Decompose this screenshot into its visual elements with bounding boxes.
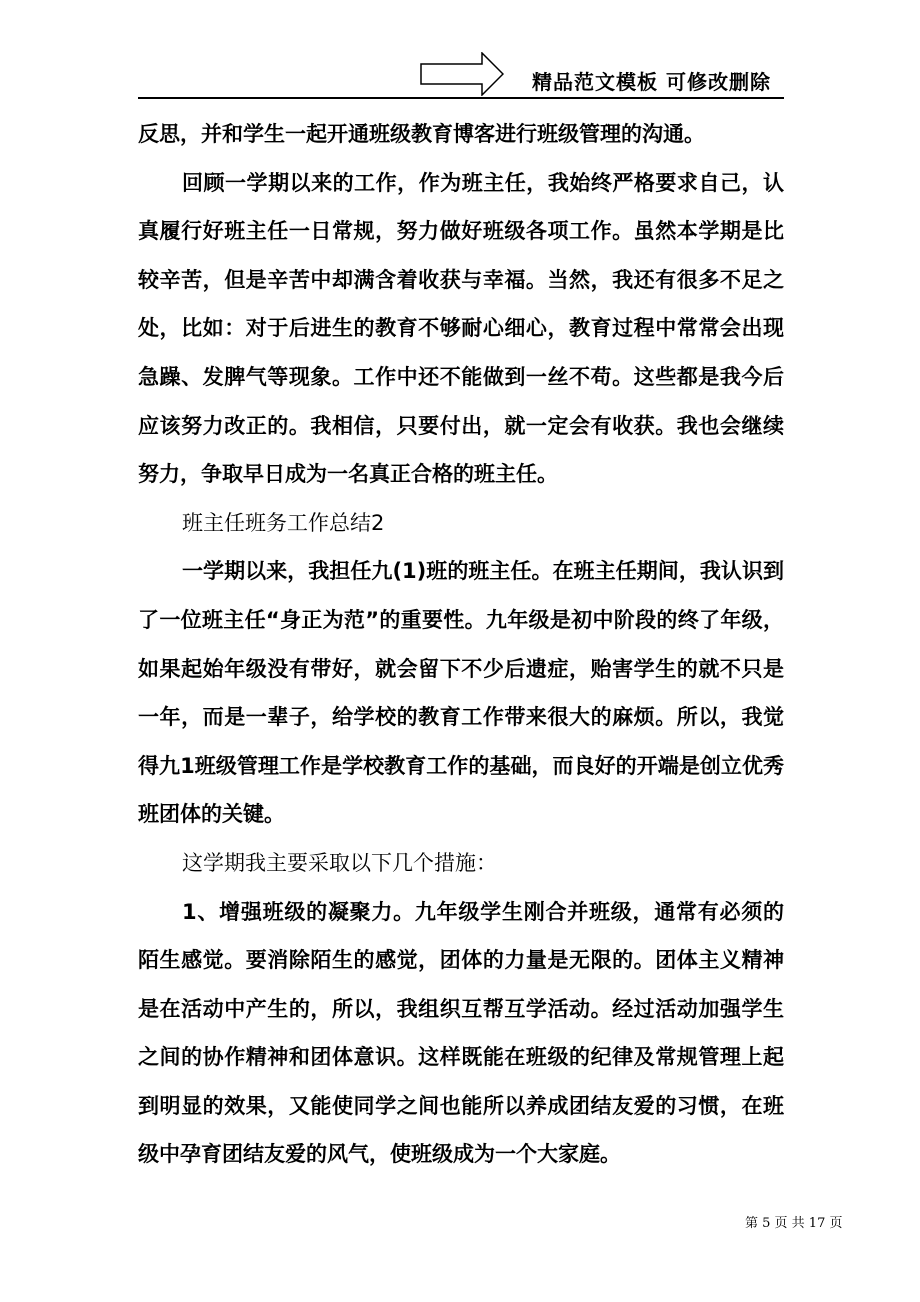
header-divider: [138, 97, 784, 99]
paragraph: 一学期以来，我担任九(1)班的班主任。在班主任期间，我认识到了一位班主任“身正为范”的重要性。九年级是初中阶段的终了年级，如果起始年级没有带好，就会留下不少后遗症，贻害学生的就不只是一年，而是一辈子，给学校的教育工作带来很大的麻烦。所以，我觉得九1班级管理工作是学校教育工作的基础，而良好的开端是创立优秀班团体的关键。: [138, 559, 784, 827]
paragraph: 回顾一学期以来的工作，作为班主任，我始终严格要求自己，认真履行好班主任一日常规，努力做好班级各项工作。虽然本学期是比较辛苦，但是辛苦中却满含着收获与幸福。当然，我还有很多不足之处，比如：对于后进生的教育不够耐心细心，教育过程中常常会出现急躁、发脾气等现象。工作中还不能做到一丝不苟。这些都是我今后应该努力改正的。我相信，只要付出，就一定会有收获。我也会继续努力，争取早日成为一名真正合格的班主任。: [138, 170, 784, 487]
paragraph: 1、增强班级的凝聚力。九年级学生刚合并班级，通常有必须的陌生感觉。要消除陌生的感觉，团体的力量是无限的。团体主义精神是在活动中产生的，所以，我组织互帮互学活动。经过活动加强学生之间的协作精神和团体意识。这样既能在班级的纪律及常规管理上起到明显的效果，又能使同学之间也能所以养成团结友爱的习惯，在班级中孕育团结友爱的风气，使班级成为一个大家庭。: [138, 899, 784, 1167]
header-title: 精品范文模板 可修改删除: [532, 70, 771, 94]
paragraph: 这学期我主要采取以下几个措施：: [182, 850, 497, 875]
section-title: 班主任班务工作总结2: [182, 510, 385, 535]
document-body: [138, 110, 784, 1179]
paragraph: 反思，并和学生一起开通班级教育博客进行班级管理的沟通。: [138, 122, 705, 146]
arrow-icon: [420, 52, 504, 96]
page-number: 第 5 页 共 17 页: [745, 1216, 843, 1231]
